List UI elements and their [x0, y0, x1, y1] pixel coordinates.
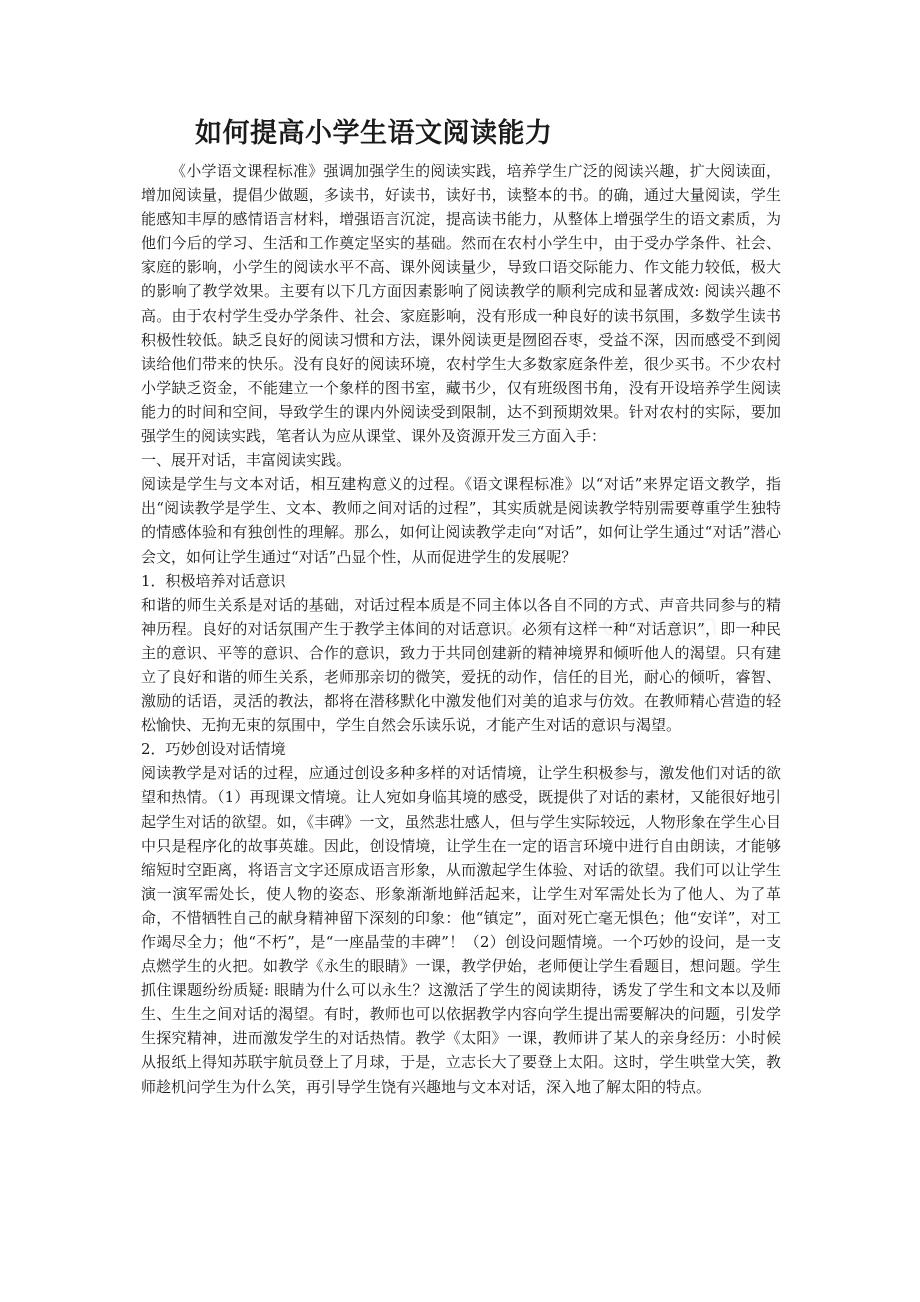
document-body	[141, 159, 781, 1099]
subsection-heading-2: 2．巧妙创设对话情境	[141, 740, 286, 759]
document-title: 如何提高小学生语文阅读能力	[195, 118, 553, 149]
section-paragraph: 阅读是学生与文本对话，相互建构意义的过程。《语文课程标准》以“对话”来界定语文教学，指出“阅读教学是学生、文本、教师之间对话的过程”，其实质就是阅读教学特别需要尊重学生独特的情感体验和有独创性的理解。那么，如何让阅读教学走向“对话”，如何让学生通过“对话”潜心会文，如何让学生通过“对话”凸显个性，从而促进学生的发展呢？	[141, 475, 781, 566]
section-heading-1: 一、展开对话，丰富阅读实践。	[141, 451, 352, 470]
subsection-paragraph: 阅读教学是对话的过程，应通过创设多种多样的对话情境，让学生积极参与，激发他们对话的欲望和热情。（1）再现课文情境。让人宛如身临其境的感受，既提供了对话的素材，又能很好地引起学生对话的欲望。如，《丰碑》一文，虽然悲壮感人，但与学生实际较远，人物形象在学生心目中只是程序化的故事英雄。因此，创设情境，让学生在一定的语言环境中进行自由朗读，才能够缩短时空距离，将语言文字还原成语言形象，从而激起学生体验、对话的欲望。我们可以让学生演一演军需处长，使人物的姿态、形象渐渐地鲜活起来，让学生对军需处长为了他人、为了革命，不惜牺牲自己的献身精神留下深刻的印象：他“镇定”，面对死亡毫无惧色；他“安详”，对工作竭尽全力；他“不朽”，是“一座晶莹的丰碑”！（2）创设问题情境。一个巧妙的设问，是一支点燃学生的火把。如教学《永生的眼睛》一课，教学伊始，老师便让学生看题目，想问题。学生抓住课题纷纷质疑: 眼睛为什么可以永生？这激活了学生的阅读期待，诱发了学生和文本以及师生、生生之间对话的渴望。有时，教师也可以依据教学内容向学生提出需要解决的问题，引发学生探究精神，进而激发学生的对话热情。教学《太阳》一课，教师讲了某人的亲身经历：小时候从报纸上得知苏联宇航员登上了月球，于是，立志长大了要登上太阳。这时，学生哄堂大笑，教师趁机问学生为什么笑，再引导学生饶有兴趣地与文本对话，深入地了解太阳的特点。	[141, 764, 781, 1096]
subsection-paragraph: 和谐的师生关系是对话的基础，对话过程本质是不同主体以各自不同的方式、声音共同参与的精神历程。良好的对话氛围产生于教学主体间的对话意识。必须有这样一种“对话意识”，即一种民主的意识、平等的意识、合作的意识，致力于共同创建新的精神境界和倾听他人的渴望。只有建立了良好和谐的师生关系，老师那亲切的微笑，爱抚的动作，信任的目光，耐心的倾听，睿智、激励的话语，灵活的教法，都将在潜移默化中激发他们对美的追求与仿效。在教师精心营造的轻松愉快、无拘无束的氛围中，学生自然会乐读乐说，才能产生对话的意识与渴望。	[141, 595, 781, 735]
subsection-heading-1: 1．积极培养对话意识	[141, 571, 286, 590]
intro-paragraph: 《小学语文课程标准》强调加强学生的阅读实践，培养学生广泛的阅读兴趣，扩大阅读面，增加阅读量，提倡少做题，多读书，好读书，读好书，读整本的书。的确，通过大量阅读，学生能感知丰厚的感情语言材料，增强语言沉淀，提高读书能力，从整体上增强学生的语文素质，为他们今后的学习、生活和工作奠定坚实的基础。然而在农村小学生中，由于受办学条件、社会、家庭的影响，小学生的阅读水平不高、课外阅读量少，导致口语交际能力、作文能力较低，极大的影响了教学效果。主要有以下几方面因素影响了阅读教学的顺利完成和显著成效: 阅读兴趣不高。由于农村学生受办学条件、社会、家庭影响，没有形成一种良好的读书氛围，多数学生读书积极性较低。缺乏良好的阅读习惯和方法，课外阅读更是囫囵吞枣，受益不深，因而感受不到阅读给他们带来的快乐。没有良好的阅读环境，农村学生大多数家庭条件差，很少买书。不少农村小学缺乏资金，不能建立一个象样的图书室，藏书少，仅有班级图书角，没有开设培养学生阅读能力的时间和空间，导致学生的课内外阅读受到限制，达不到预期效果。针对农村的实际，要加强学生的阅读实践，笔者认为应从课堂、课外及资源开发三方面入手：	[141, 162, 781, 446]
